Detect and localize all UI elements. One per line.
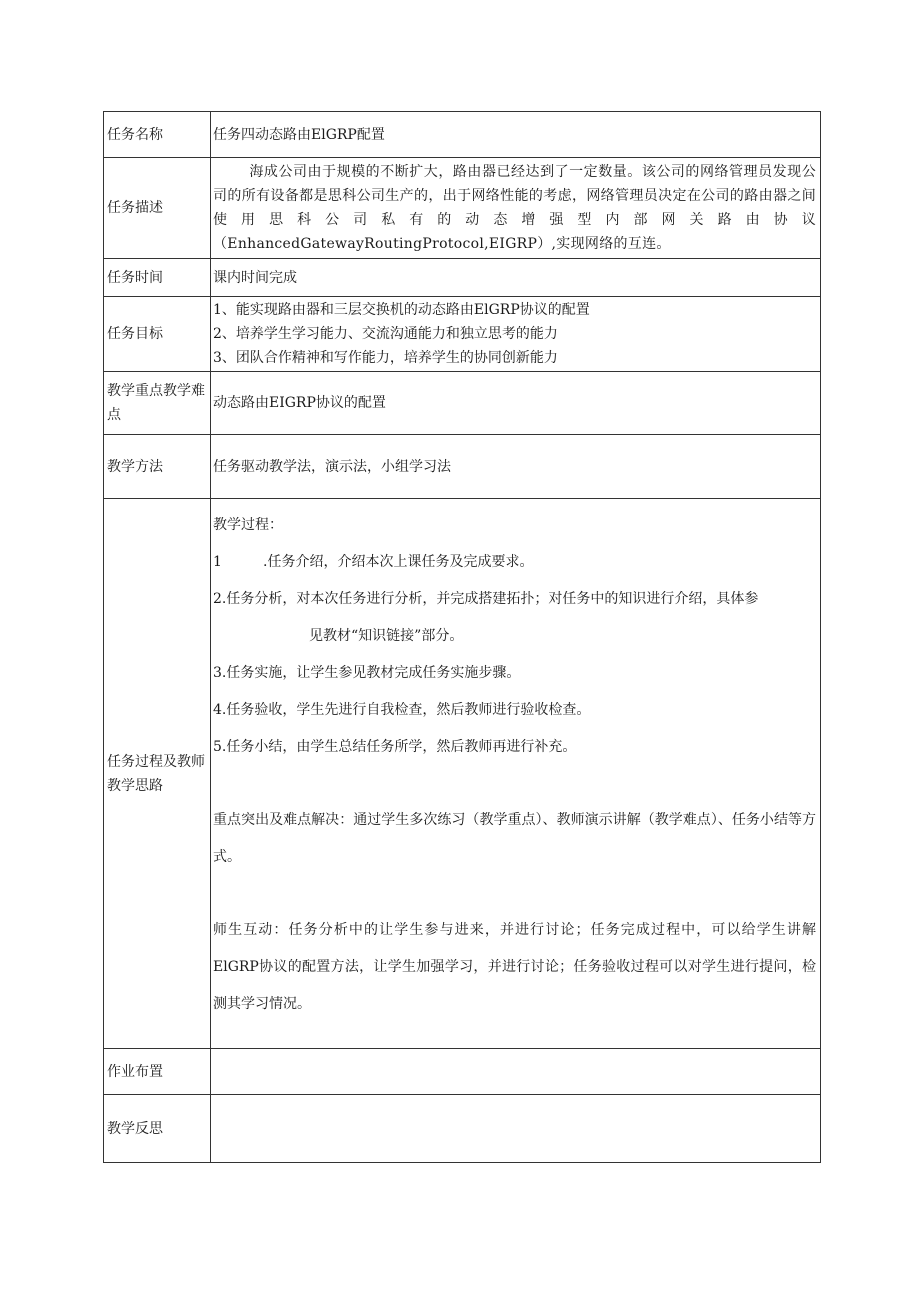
step-number: 1 bbox=[213, 554, 222, 570]
homework-label: 作业布置 bbox=[104, 1049, 211, 1095]
process-interaction: 师生互动：任务分析中的让学生参与进来，并进行讨论；任务完成过程中，可以给学生讲解ElGRP协议的配置方法，让学生加强学习，并进行讨论；任务验收过程可以对学生进行提问，检测其学习情况。 bbox=[213, 922, 816, 1012]
row-reflection bbox=[104, 1095, 821, 1163]
homework-value bbox=[211, 1049, 821, 1095]
goal-item: 2、培养学生学习能力、交流沟通能力和独立思考的能力 bbox=[213, 326, 558, 342]
key-points-value: 动态路由EIGRP协议的配置 bbox=[211, 372, 821, 435]
row-task-time bbox=[104, 259, 821, 297]
row-task-name bbox=[104, 112, 821, 158]
process-step-5: 5.任务小结，由学生总结任务所学，然后教师再进行补充。 bbox=[213, 739, 577, 755]
key-points-label: 教学重点教学难点 bbox=[104, 372, 211, 435]
process-step-1 bbox=[213, 544, 820, 581]
process-heading: 教学过程： bbox=[213, 517, 283, 533]
step-text: .任务介绍，介绍本次上课任务及完成要求。 bbox=[263, 554, 534, 570]
task-desc-label: 任务描述 bbox=[104, 158, 211, 259]
row-process bbox=[104, 499, 821, 1049]
process-step-2a: 2.任务分析，对本次任务进行分析，并完成搭建拓扑；对任务中的知识进行介绍，具体参 bbox=[213, 591, 759, 607]
reflection-value bbox=[211, 1095, 821, 1163]
row-method bbox=[104, 435, 821, 499]
task-time-label: 任务时间 bbox=[104, 259, 211, 297]
task-name-label: 任务名称 bbox=[104, 112, 211, 158]
lesson-plan-table bbox=[103, 111, 821, 1163]
task-time-value: 课内时间完成 bbox=[211, 259, 821, 297]
task-desc-cell bbox=[211, 158, 821, 259]
process-cell bbox=[211, 499, 821, 1049]
reflection-label: 教学反思 bbox=[104, 1095, 211, 1163]
process-step-3: 3.任务实施，让学生参见教材完成任务实施步骤。 bbox=[213, 665, 521, 681]
process-step-4: 4.任务验收，学生先进行自我检查，然后教师进行验收检查。 bbox=[213, 702, 591, 718]
goal-item: 3、团队合作精神和写作能力，培养学生的协同创新能力 bbox=[213, 350, 558, 366]
process-key-solution: 重点突出及难点解决：通过学生多次练习（教学重点）、教师演示讲解（教学难点）、任务小结等方式。 bbox=[213, 812, 816, 865]
task-desc-value: 海成公司由于规模的不断扩大，路由器已经达到了一定数量。该公司的网络管理员发现公司的所有设备都是思科公司生产的，出于网络性能的考虑，网络管理员决定在公司的路由器之间使用思科公司私有的动态增强型内部网关路由协议（EnhancedGatewayRoutingProtocol,EIGRP）,实现网络的互连。 bbox=[213, 164, 816, 252]
row-task-goal bbox=[104, 297, 821, 372]
task-goal-cell bbox=[211, 297, 821, 372]
method-value: 任务驱动教学法，演示法，小组学习法 bbox=[211, 435, 821, 499]
process-step-2b: 见教材“知识链接”部分。 bbox=[309, 628, 464, 644]
goal-item: 1、能实现路由器和三层交换机的动态路由ElGRP协议的配置 bbox=[213, 302, 590, 318]
task-name-value: 任务四动态路由ElGRP配置 bbox=[211, 112, 821, 158]
process-label: 任务过程及教师教学思路 bbox=[104, 499, 211, 1049]
row-key-points bbox=[104, 372, 821, 435]
row-homework bbox=[104, 1049, 821, 1095]
row-task-desc bbox=[104, 158, 821, 259]
method-label: 教学方法 bbox=[104, 435, 211, 499]
task-goal-label: 任务目标 bbox=[104, 297, 211, 372]
